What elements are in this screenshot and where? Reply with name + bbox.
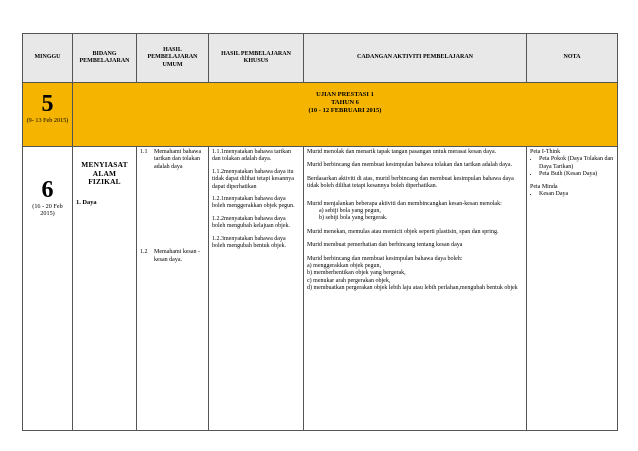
week-6-row: [23, 147, 618, 431]
hasil-khusus-cell: [209, 147, 304, 431]
nota-minda-list: [530, 191, 614, 198]
week-5-row: [23, 83, 618, 147]
nota-cell: [527, 147, 618, 431]
cadangan-para: Murid berbincang dan membuat kesimpulan bahawa tolakan dan tarikan adalah daya.: [307, 162, 513, 169]
nota-minda-label: Peta Minda: [530, 183, 558, 190]
cadangan-para: Murid menekan, memulas atau memicit objek seperti plastisin, span dan spring.: [307, 228, 499, 235]
header-hasil-umum: HASIL PEMBELAJARAN UMUM: [137, 34, 209, 83]
header-row: [23, 34, 618, 83]
cadangan-para: Murid berbincang dan membuat kesimpulan bahawa daya boleh:: [307, 255, 463, 262]
header-minggu: MINGGU: [23, 34, 73, 83]
nota-ithink-label: Peta I-Think: [530, 149, 561, 155]
week-6-number: 6: [41, 177, 54, 203]
cadangan-subitem: a) sebiji bola yang pegun,: [319, 208, 381, 215]
nota-ithink-list: [530, 156, 614, 178]
header-cadangan: CADANGAN AKTIVITI PEMBELAJARAN: [304, 34, 527, 83]
cadangan-subitem: b) sebiji bola yang bergerak.: [319, 215, 388, 222]
cadangan-para: Berdasarkan aktiviti di atas, murid berbincang dan membuat kesimpulan bahawa daya tidak boleh dilihat tetapi kesannya boleh diperhatikan.: [307, 175, 514, 190]
umum-item: 1.1 Memahami bahawa tarikan dan tolakan adalah daya: [140, 149, 202, 170]
khusus-item: 1.1.1menyatakan bahawa tarikan dan tolakan adalah daya.: [212, 149, 291, 163]
cadangan-cell: [304, 147, 527, 431]
cadangan-subitem: a) menggerakkan objek pegun,: [307, 263, 381, 270]
bidang-cell: [73, 147, 137, 431]
khusus-item: 1.1.2menyatakan bahawa daya itu tidak dapat dilihat tetapi kesannya dapat diperhatikan: [212, 168, 294, 190]
exam-banner: [73, 83, 618, 147]
week-5-number: 5: [41, 91, 54, 117]
cadangan-para: Murid menolak dan menarik tapak tangan pasangan untuk merasai kesan daya.: [307, 149, 497, 155]
nota-item: • Peta Buih (Kesan Daya): [539, 171, 614, 178]
week-6-cell: [23, 147, 73, 431]
week-5-dates: (9- 13 Feb 2015): [26, 117, 69, 124]
cadangan-para: Murid membuat pemerhatian dan berbincang tentang kesan daya: [307, 242, 463, 249]
header-nota: NOTA: [527, 34, 618, 83]
cadangan-para: Murid menjalankan beberapa aktiviti dan membincangkan kesan-kesan menolak:: [307, 200, 502, 207]
cadangan-subitem: c) menukar arah pergerakan objek,: [307, 277, 391, 284]
nota-item: • Kesan Daya: [539, 191, 614, 198]
exam-dates: (10 - 12 FEBRUARI 2015): [308, 106, 382, 114]
nota-item: • Peta Pokok (Daya Tolakan dan Daya Tarikan): [539, 156, 614, 171]
bidang-title: MENYIASAT ALAM FIZIKAL: [81, 160, 128, 187]
exam-year: TAHUN 6: [331, 98, 359, 106]
hasil-umum-cell: [137, 147, 209, 431]
exam-title: UJIAN PRESTASI 1: [316, 91, 374, 98]
header-hasil-khusus: HASIL PEMBELAJARAN KHUSUS: [209, 34, 304, 83]
umum-item: 1.2 Memahami kesan -kesan daya.: [140, 249, 200, 263]
khusus-item: 1.2.2menyatakan bahawa daya boleh mengubah kelajuan objek.: [212, 215, 290, 230]
header-bidang: BIDANG PEMBELAJARAN: [73, 34, 137, 83]
week-5-cell: [23, 83, 73, 147]
bidang-subtopic: 1. Daya: [76, 198, 97, 206]
cadangan-subitem: d) membuatkan pergerakan objek lebih laju atau lebih perlahan,mengubah bentuk objek: [307, 285, 518, 292]
cadangan-subitem: b) memberhentikan objek yang bergerak,: [307, 270, 406, 277]
khusus-item: 1.2.1menyatakan bahawa daya boleh menggerakkan objek pegun.: [212, 196, 295, 210]
week-6-dates: (16 - 20 Feb 2015): [32, 203, 63, 218]
khusus-item: 1.2.3menyatakan bahawa daya boleh mengubah bentuk objek.: [212, 235, 286, 250]
lesson-plan-table: [22, 33, 618, 431]
